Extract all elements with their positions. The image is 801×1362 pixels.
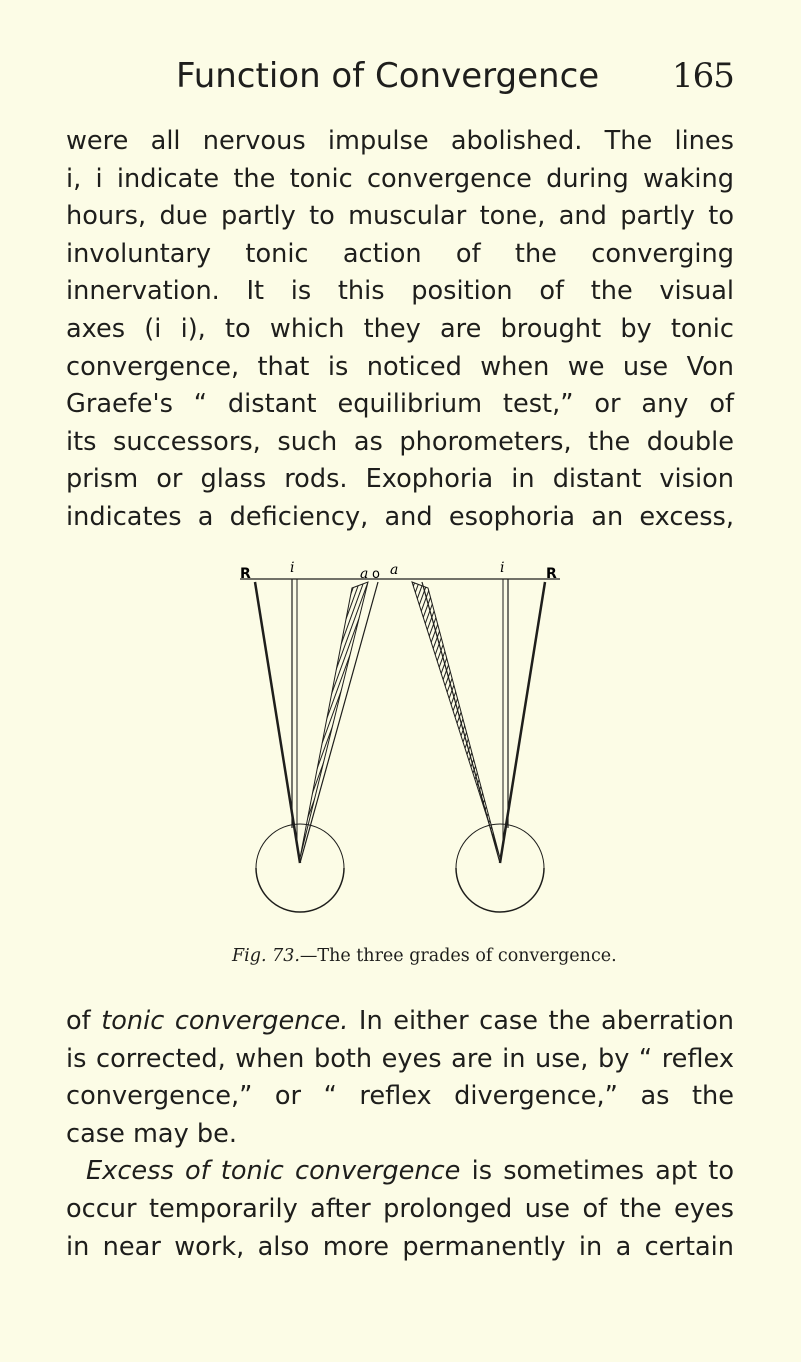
- text-line: hours, due partly to muscular tone, and partly to: [66, 201, 734, 232]
- left-hatched-wedge: [300, 582, 368, 858]
- label-a-right: a: [390, 562, 399, 578]
- convergence-figure: [240, 558, 560, 930]
- right-eye-upper-right: [500, 824, 544, 868]
- left-cone-outer: [255, 582, 300, 863]
- page-number: 165: [672, 56, 734, 96]
- right-eye-upper: [456, 824, 500, 868]
- text-line: indicates a deficiency, and esophoria an excess,: [66, 501, 734, 532]
- label-r-right: R: [546, 566, 557, 582]
- text-line: of tonic convergence. In either case the aberration: [66, 1006, 734, 1036]
- label-i-right: i: [500, 560, 505, 576]
- label-i-left: i: [290, 560, 295, 576]
- paragraph-1: [66, 123, 734, 537]
- text-line: case may be.: [66, 1118, 237, 1149]
- right-cone-outer: [500, 582, 545, 863]
- text-line: prism or glass rods. Exophoria in distant vision: [66, 464, 734, 495]
- running-header: [176, 52, 736, 102]
- text-line: axes (i i), to which they are brought by tonic: [66, 313, 734, 344]
- text-line: Excess of tonic convergence is sometimes apt to: [86, 1156, 734, 1187]
- text-line: convergence, that is noticed when we use Von: [66, 351, 734, 382]
- label-r-left: R: [240, 566, 251, 582]
- right-cone-inner: [422, 582, 500, 863]
- figure-caption: [232, 946, 702, 966]
- text-line: i, i indicate the tonic convergence during waking: [66, 163, 734, 194]
- text-line: innervation. It is this position of the visual: [66, 276, 734, 307]
- right-eye: [456, 868, 544, 912]
- left-eye-upper: [256, 824, 300, 868]
- text-line: Graefe's “ distant equilibrium test,” or any of: [66, 389, 734, 420]
- left-eye: [256, 868, 344, 912]
- figure-number: Fig. 73.: [232, 946, 300, 966]
- label-a-o: a: [360, 566, 369, 582]
- caption-text: —The three grades of convergence.: [299, 946, 617, 966]
- left-cone-inner: [300, 582, 378, 863]
- label-o: o: [372, 567, 380, 582]
- page-title: Function of Convergence: [176, 56, 600, 96]
- text-line: is corrected, when both eyes are in use, by “ reflex: [66, 1043, 734, 1074]
- text-line: its successors, such as phorometers, the double: [66, 426, 734, 457]
- text-line: in near work, also more permanently in a certain: [66, 1231, 734, 1262]
- paragraph-2: [66, 1003, 734, 1266]
- convergence-diagram: [240, 558, 560, 930]
- text-line: occur temporarily after prolonged use of the eyes: [66, 1193, 734, 1224]
- text-line: involuntary tonic action of the converging: [66, 238, 734, 269]
- text-line: convergence,” or “ reflex divergence,” as the: [66, 1081, 734, 1112]
- text-line: were all nervous impulse abolished. The lines: [66, 126, 734, 156]
